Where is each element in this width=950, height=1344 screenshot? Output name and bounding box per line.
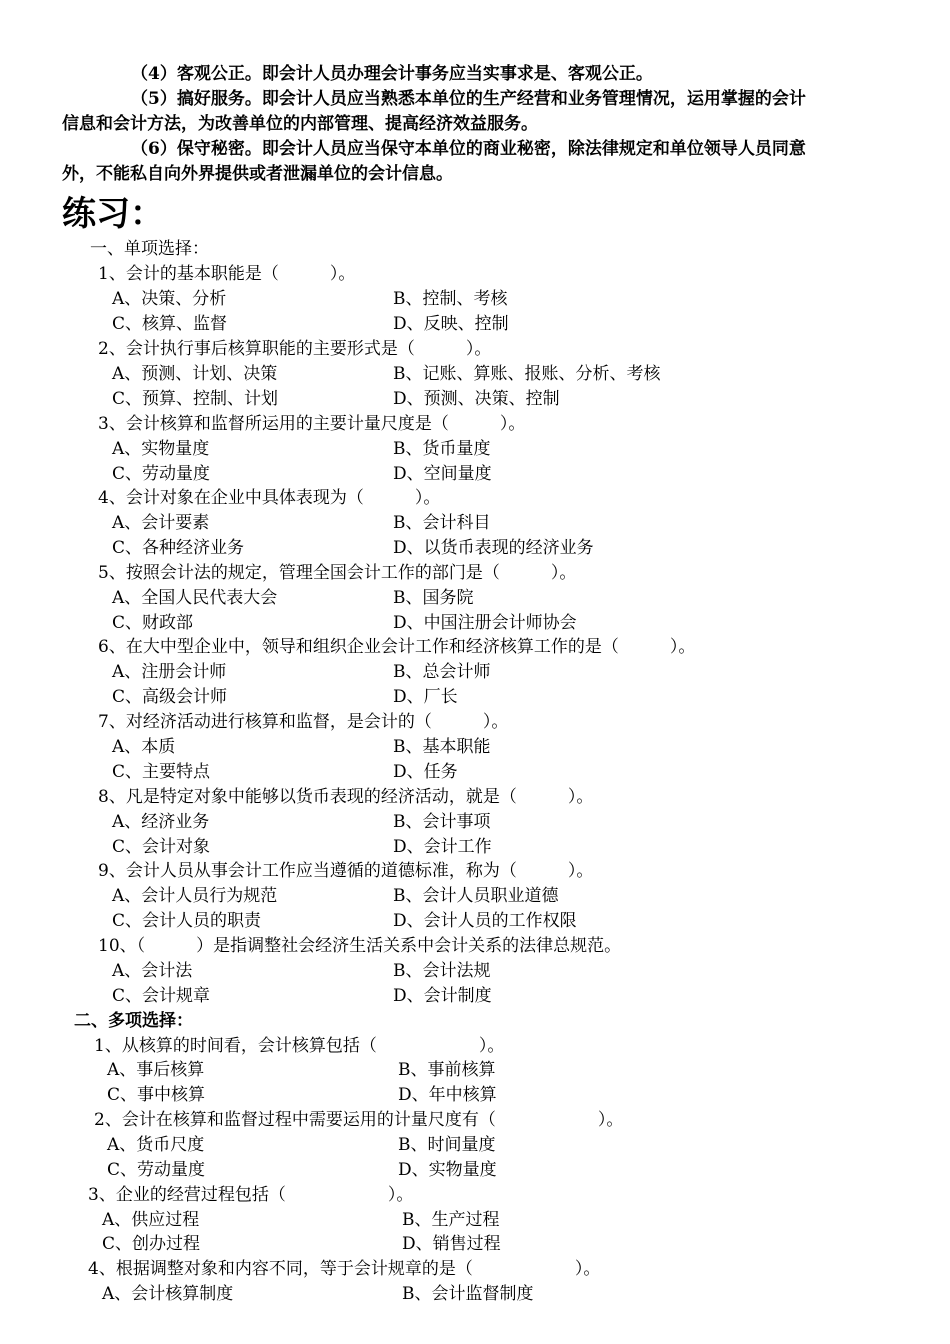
single-q1-option-b: B、控制、考核 xyxy=(393,289,508,309)
single-q10: 10、（ ）是指调整社会经济生活关系中会计关系的法律总规范。 xyxy=(98,936,622,956)
intro-paragraph-6-line-2: 外，不能私自向外界提供或者泄漏单位的会计信息。 xyxy=(62,164,453,184)
multi-q2-option-b: B、时间量度 xyxy=(398,1135,496,1155)
single-q7-option-a: A、本质 xyxy=(112,737,176,757)
intro-paragraph-5-line-2: 信息和会计方法，为改善单位的内部管理、提高经济效益服务。 xyxy=(62,114,538,134)
multi-q1-option-c: C、事中核算 xyxy=(107,1085,206,1105)
intro-paragraph-4: （4）客观公正。即会计人员办理会计事务应当实事求是、客观公正。 xyxy=(131,64,653,84)
single-q4: 4、会计对象在企业中具体表现为（ ）。 xyxy=(98,488,441,508)
single-q2: 2、会计执行事后核算职能的主要形式是（ ）。 xyxy=(98,339,492,359)
single-q3: 3、会计核算和监督所运用的主要计量尺度是（ ）。 xyxy=(98,414,526,434)
multi-q1-option-a: A、事后核算 xyxy=(107,1060,205,1080)
single-q5: 5、按照会计法的规定，管理全国会计工作的部门是（ ）。 xyxy=(98,563,577,583)
single-q2-option-c: C、预算、控制、计划 xyxy=(112,389,279,409)
single-q8: 8、凡是特定对象中能够以货币表现的经济活动，就是（ ）。 xyxy=(98,787,594,807)
single-q9-option-d: D、会计人员的工作权限 xyxy=(393,911,577,931)
single-q6-option-b: B、总会计师 xyxy=(393,662,491,682)
single-q7-option-d: D、任务 xyxy=(393,762,458,782)
single-q1-option-a: A、决策、分析 xyxy=(112,289,227,309)
single-q8-option-b: B、会计事项 xyxy=(393,812,491,832)
single-q6-option-c: C、高级会计师 xyxy=(112,687,228,707)
single-q8-option-d: D、会计工作 xyxy=(393,837,492,857)
single-q3-option-c: C、劳动量度 xyxy=(112,464,211,484)
single-q7: 7、对经济活动进行核算和监督，是会计的（ ）。 xyxy=(98,712,509,732)
multi-q2-option-c: C、劳动量度 xyxy=(107,1160,206,1180)
single-q5-option-c: C、财政部 xyxy=(112,613,194,633)
multi-choice-heading: 二、多项选择： xyxy=(74,1011,193,1031)
multi-q1-option-d: D、年中核算 xyxy=(398,1085,497,1105)
multi-q3-option-a: A、供应过程 xyxy=(102,1210,200,1230)
single-choice-heading: 一、单项选择： xyxy=(90,239,209,259)
single-q9-option-b: B、会计人员职业道德 xyxy=(393,886,559,906)
intro-paragraph-6-line-1: （6）保守秘密。即会计人员应当保守本单位的商业秘密，除法律规定和单位领导人员同意 xyxy=(131,139,806,159)
multi-q1: 1、从核算的时间看，会计核算包括（ ）。 xyxy=(94,1036,505,1056)
single-q2-option-a: A、预测、计划、决策 xyxy=(112,364,278,384)
single-q7-option-c: C、主要特点 xyxy=(112,762,211,782)
single-q6-option-d: D、厂长 xyxy=(393,687,458,707)
multi-q4-option-b: B、会计监督制度 xyxy=(402,1284,534,1304)
single-q4-option-d: D、以货币表现的经济业务 xyxy=(393,538,594,558)
exercise-title: 练习： xyxy=(62,194,164,234)
single-q4-option-c: C、各种经济业务 xyxy=(112,538,245,558)
single-q2-option-b: B、记账、算账、报账、分析、考核 xyxy=(393,364,661,384)
single-q6-option-a: A、注册会计师 xyxy=(112,662,227,682)
single-q10-option-d: D、会计制度 xyxy=(393,986,492,1006)
single-q7-option-b: B、基本职能 xyxy=(393,737,491,757)
single-q2-option-d: D、预测、决策、控制 xyxy=(393,389,560,409)
multi-q4-option-a: A、会计核算制度 xyxy=(102,1284,234,1304)
multi-q4: 4、根据调整对象和内容不同，等于会计规章的是（ ）。 xyxy=(88,1259,601,1279)
multi-q3-option-b: B、生产过程 xyxy=(402,1210,500,1230)
single-q9-option-a: A、会计人员行为规范 xyxy=(112,886,278,906)
single-q9: 9、会计人员从事会计工作应当遵循的道德标准，称为（ ）。 xyxy=(98,861,594,881)
single-q10-option-a: A、会计法 xyxy=(112,961,193,981)
multi-q2-option-a: A、货币尺度 xyxy=(107,1135,205,1155)
multi-q3-option-d: D、销售过程 xyxy=(402,1234,501,1254)
multi-q1-option-b: B、事前核算 xyxy=(398,1060,496,1080)
single-q8-option-c: C、会计对象 xyxy=(112,837,211,857)
single-q8-option-a: A、经济业务 xyxy=(112,812,210,832)
single-q4-option-a: A、会计要素 xyxy=(112,513,210,533)
single-q5-option-b: B、国务院 xyxy=(393,588,474,608)
single-q1: 1、会计的基本职能是（ ）。 xyxy=(98,264,356,284)
single-q5-option-a: A、全国人民代表大会 xyxy=(112,588,278,608)
intro-paragraph-5-line-1: （5）搞好服务。即会计人员应当熟悉本单位的生产经营和业务管理情况，运用掌握的会计 xyxy=(131,89,806,109)
multi-q3: 3、企业的经营过程包括（ ）。 xyxy=(88,1185,414,1205)
single-q6: 6、在大中型企业中，领导和组织企业会计工作和经济核算工作的是（ ）。 xyxy=(98,637,696,657)
single-q1-option-d: D、反映、控制 xyxy=(393,314,509,334)
multi-q2: 2、会计在核算和监督过程中需要运用的计量尺度有（ ）。 xyxy=(94,1110,624,1130)
single-q4-option-b: B、会计科目 xyxy=(393,513,491,533)
single-q10-option-b: B、会计法规 xyxy=(393,961,491,981)
single-q3-option-a: A、实物量度 xyxy=(112,439,210,459)
multi-q3-option-c: C、创办过程 xyxy=(102,1234,201,1254)
multi-q2-option-d: D、实物量度 xyxy=(398,1160,497,1180)
single-q1-option-c: C、核算、监督 xyxy=(112,314,228,334)
single-q9-option-c: C、会计人员的职责 xyxy=(112,911,262,931)
single-q3-option-b: B、货币量度 xyxy=(393,439,491,459)
single-q3-option-d: D、空间量度 xyxy=(393,464,492,484)
single-q5-option-d: D、中国注册会计师协会 xyxy=(393,613,577,633)
single-q10-option-c: C、会计规章 xyxy=(112,986,211,1006)
